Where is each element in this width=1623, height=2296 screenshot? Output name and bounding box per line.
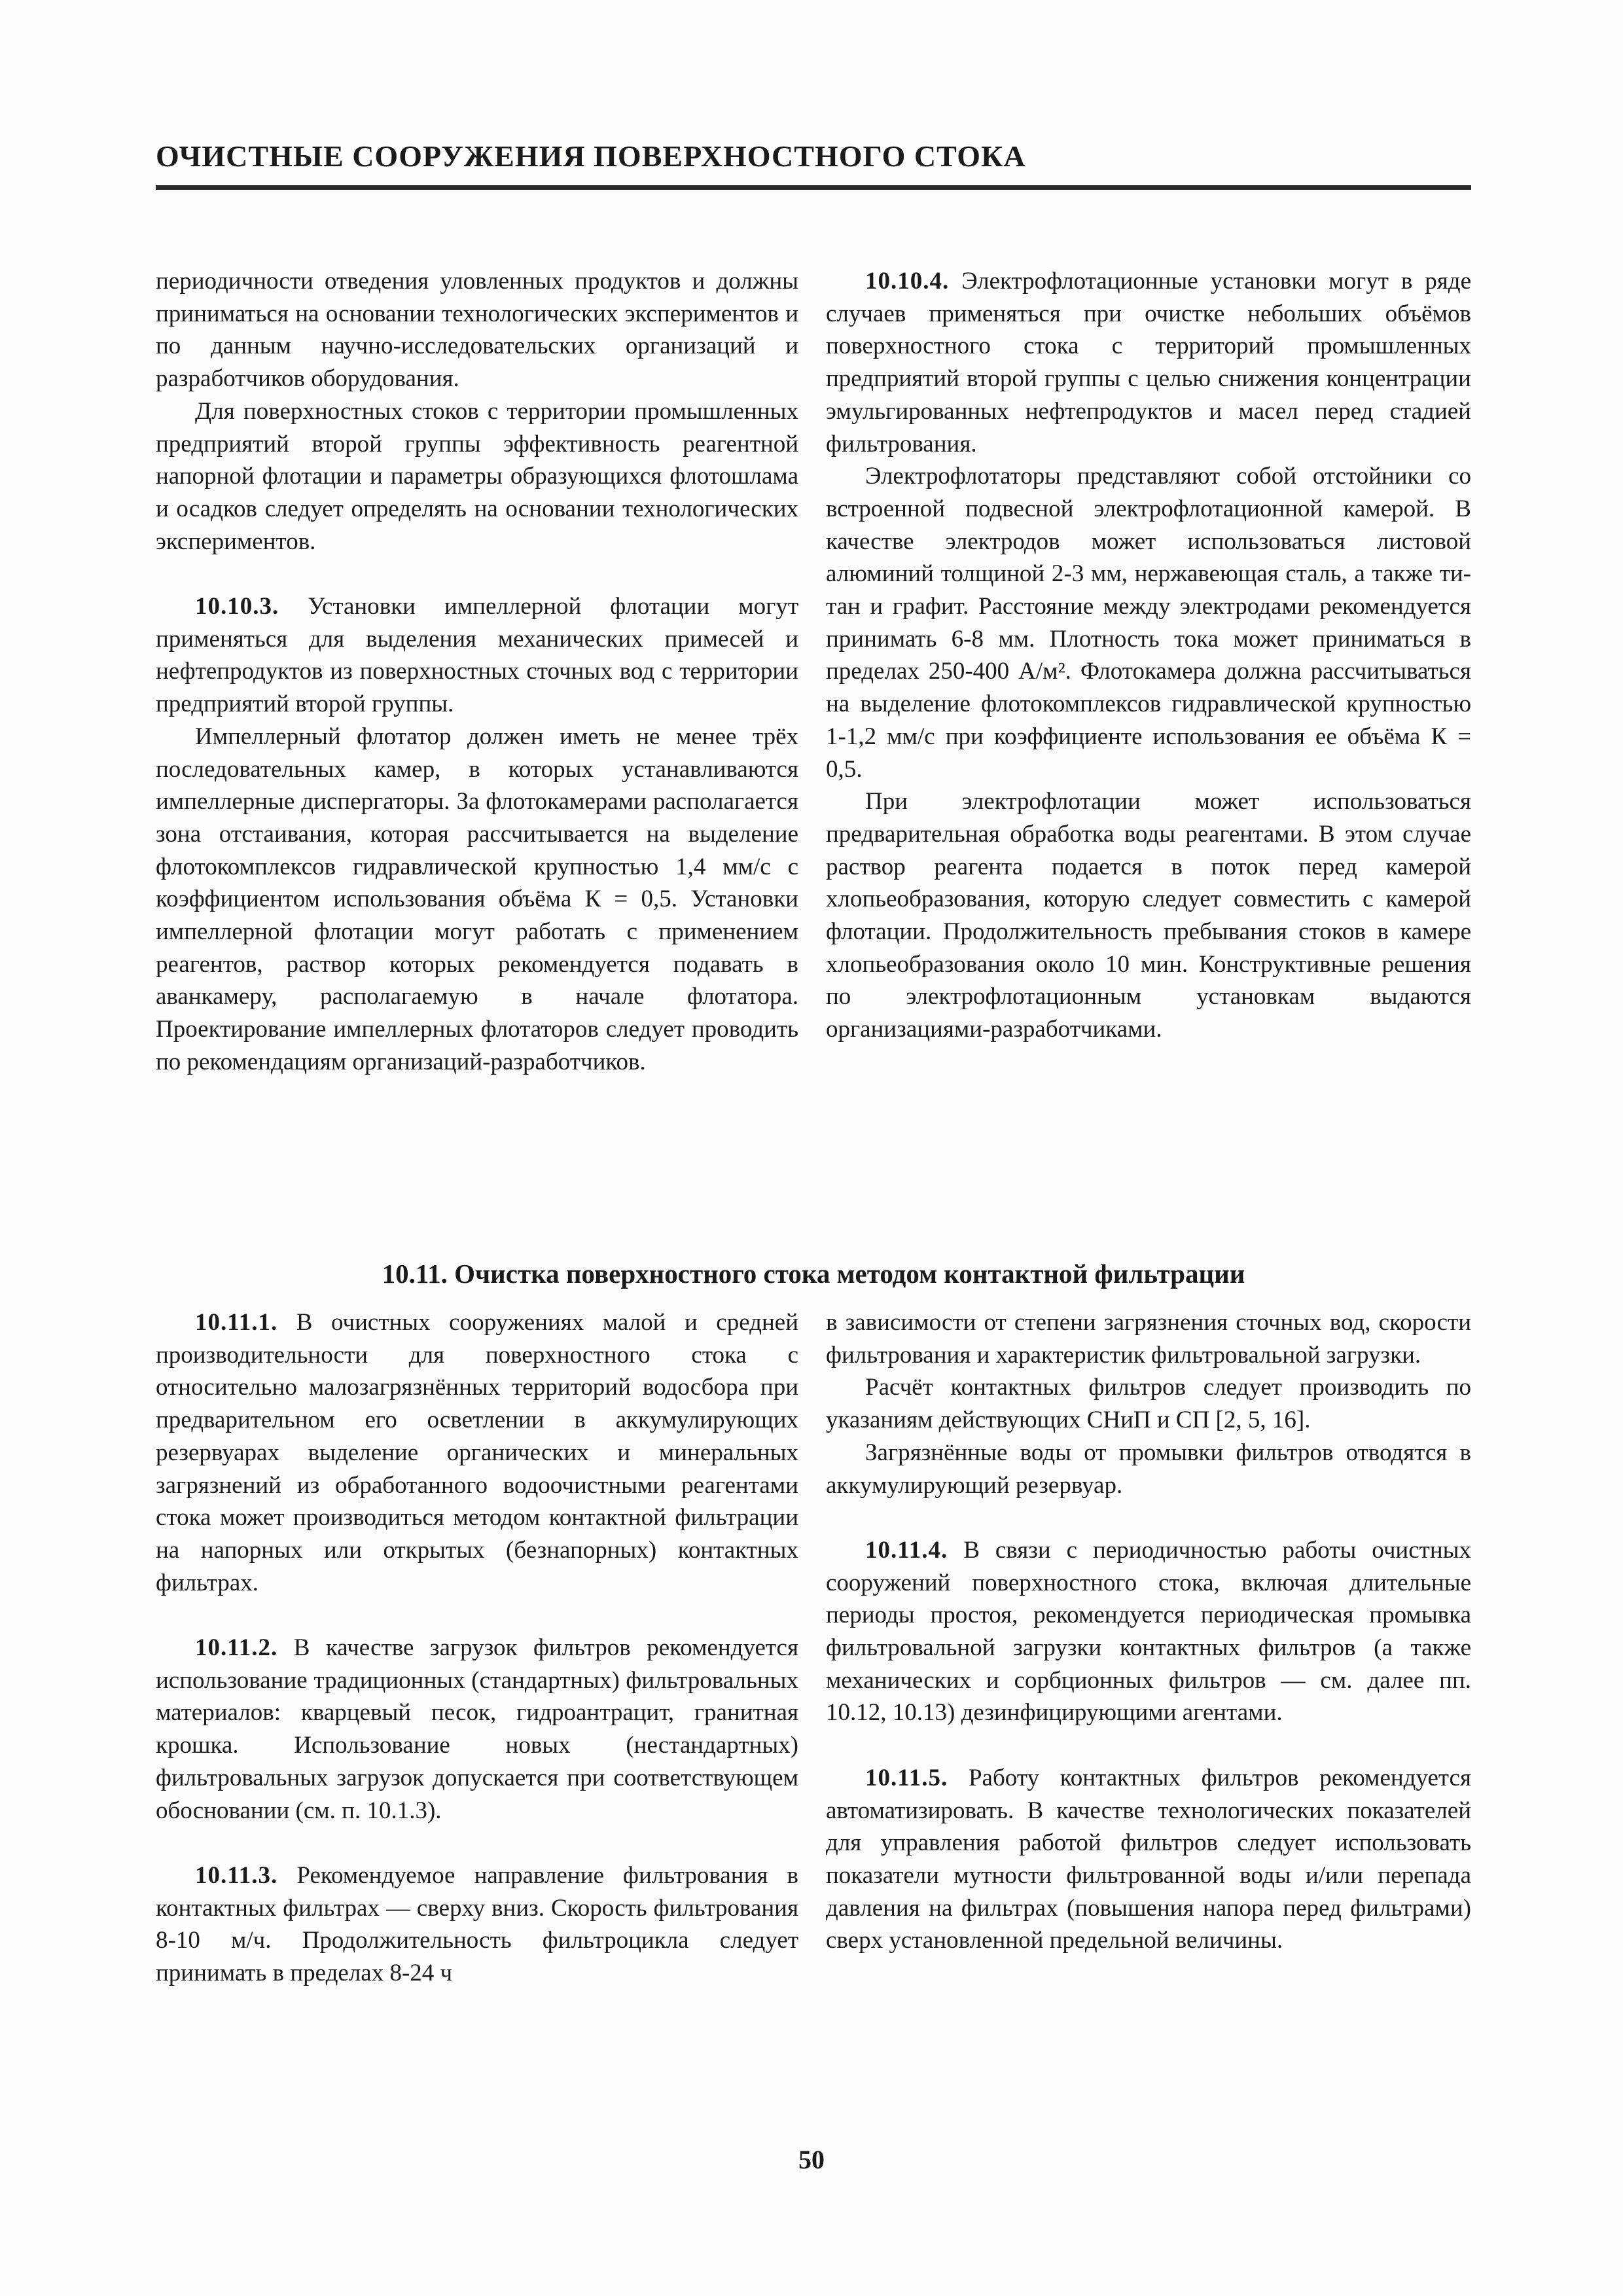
clause-number: 10.11.5. [865, 1764, 948, 1791]
paragraph: При электрофлотации может использоваться предварительная обработка воды реагентами. В этом случае раствор реагента подается в поток перед камерой хлопьеобразования, которую следует совместить с камерой флотации. Продолжительность пребывания стоков в камере хлопьеобразования около 10 мин. Конструктивные решения по электрофлотационным установкам выдаются организациями-разработчиками. [826, 788, 1471, 1043]
clause-10-11-5 [826, 1762, 1471, 1957]
clause-10-10-3 [156, 590, 798, 721]
upper-right-column [826, 265, 1471, 1046]
section-heading: 10.11. Очистка поверхностного стока методом контактной фильтрации [382, 1259, 1245, 1289]
clause-10-10-4 [826, 265, 1471, 460]
clause-number: 10.11.3. [195, 1861, 278, 1889]
clause-number: 10.11.1. [195, 1309, 278, 1336]
paragraph: Для поверхностных стоков с территории промышленных предприятий второй группы эффективность реагентной напорной флотации и параметры образующихся флотошлама и осадков следует определять на основании технологических экспериментов. [156, 397, 798, 555]
clause-number: 10.10.4. [865, 268, 950, 295]
clause-number: 10.11.4. [865, 1536, 948, 1564]
header-rule [156, 185, 1471, 190]
paragraph: Загрязнённые воды от промывки фильтров отводятся в аккумулирующий резервуар. [826, 1439, 1471, 1499]
upper-left-column [156, 265, 798, 1079]
paragraph: Электрофлотаторы представляют собой отстойники со встроенной подвесной электрофлотационной камерой. В качестве электродов может использоваться листовой алюминий толщиной 2-3 мм, нержавеющая сталь, а также титан и графит. Расстояние между электродами рекомендуется принимать 6-8 мм. Плотность тока может приниматься в пределах 250-400 А/м². Флотокамера должна рассчитываться на выделение флотокомплексов гидравлической крупностью 1-1,2 мм/с при коэффициенте использования ее объёма К = 0,5. [826, 463, 1471, 783]
clause-text: Установки импеллерной флотации могут применяться для выделения механических примесей и нефтепродуктов из поверхностных сточных вод с территории предприятий второй группы. [156, 593, 799, 718]
clause-text: Рекомендуемое направление фильтрования в контактных фильтрах — сверху вниз. Скорость фильтрования 8-10 м/ч. Продолжительность фильтроцикла следует принимать в пределах 8-24 ч [156, 1861, 799, 1987]
clause-10-11-1 [156, 1306, 798, 1599]
clause-text: В связи с периодичностью работы очистных сооружений поверхностного стока, включая длительные периоды простоя, рекомендуется периодическая промывка фильтровальной загрузки контактных фильтров (а также механических и сорбционных фильтров — см. далее пп. 10.12, 10.13) дезинфицирующими агентами. [826, 1536, 1471, 1727]
lower-right-column [826, 1306, 1471, 1957]
paragraph: Расчёт контактных фильтров следует производить по указаниям действующих СНиП и СП [2, 5, 16]. [826, 1374, 1471, 1434]
page-number: 50 [798, 2145, 825, 2174]
lower-left-column [156, 1306, 798, 1990]
clause-text: В очистных сооружениях малой и средней производительности для поверхностного стока с относительно малозагрязнённых территорий водосбора при предварительном его осветлении в аккумулирующих резервуарах выделение органических и минеральных загрязнений из обработанного водоочистными реагентами стока может производиться методом контактной фильтрации на напорных или открытых (безнапорных) контактных фильтрах. [156, 1309, 798, 1596]
clause-text: Работу контактных фильтров рекомендуется автоматизировать. В качестве технологических показателей для управления работой фильтров следует использовать показатели мутности фильтрованной воды и/или перепада давления на фильтрах (повышения напора перед фильтрами) сверх установленной предельной величины. [826, 1764, 1471, 1954]
paragraph: периодичности отведения уловленных продуктов и должны приниматься на основании технологических экспериментов и по данным научно-исследовательских организаций и разработчиков оборудования. [156, 268, 798, 393]
clause-number: 10.11.2. [195, 1634, 278, 1662]
clause-number: 10.10.3. [195, 593, 279, 620]
paragraph: в зависимости от степени загрязнения сточных вод, скорости фильтрования и характеристик фильтровальной загрузки. [826, 1309, 1471, 1369]
paragraph: Импеллерный флотатор должен иметь не менее трёх последовательных камер, в которых устанавливаются импеллерные диспергаторы. За флотокамерами располагается зона отстаивания, которая рассчитывается на выделение флотокомплексов гидравлической крупностью 1,4 мм/с с коэффициентом использования объёма К = 0,5. Установки импеллерной флотации могут работать с применением реагентов, раствор которых рекомендуется подавать в аванкамеру, располагаемую в начале флотатора. Проектирование импеллерных флотаторов следует проводить по рекомендациям организаций-разработчиков. [156, 723, 798, 1075]
clause-text: Электрофлотационные установки могут в ряде случаев применяться при очистке небольших объёмов поверхностного стока с территорий промышленных предприятий второй группы с целью снижения концентрации эмульгированных нефтепродуктов и масел перед стадией фильтрования. [826, 268, 1472, 457]
running-header: ОЧИСТНЫЕ СООРУЖЕНИЯ ПОВЕРХНОСТНОГО СТОКА [156, 139, 1026, 173]
clause-10-11-3 [156, 1859, 798, 1990]
clause-10-11-2 [156, 1632, 798, 1827]
clause-10-11-4 [826, 1534, 1471, 1729]
clause-text: В качестве загрузок фильтров рекомендуется использование традиционных (стандартных) фильтровальных материалов: кварцевый песок, гидроантрацит, гранитная крошка. Использование новых (нестандартных) фильтровальных загрузок допускается при соответствующем обосновании (см. п. 10.1.3). [156, 1634, 798, 1824]
